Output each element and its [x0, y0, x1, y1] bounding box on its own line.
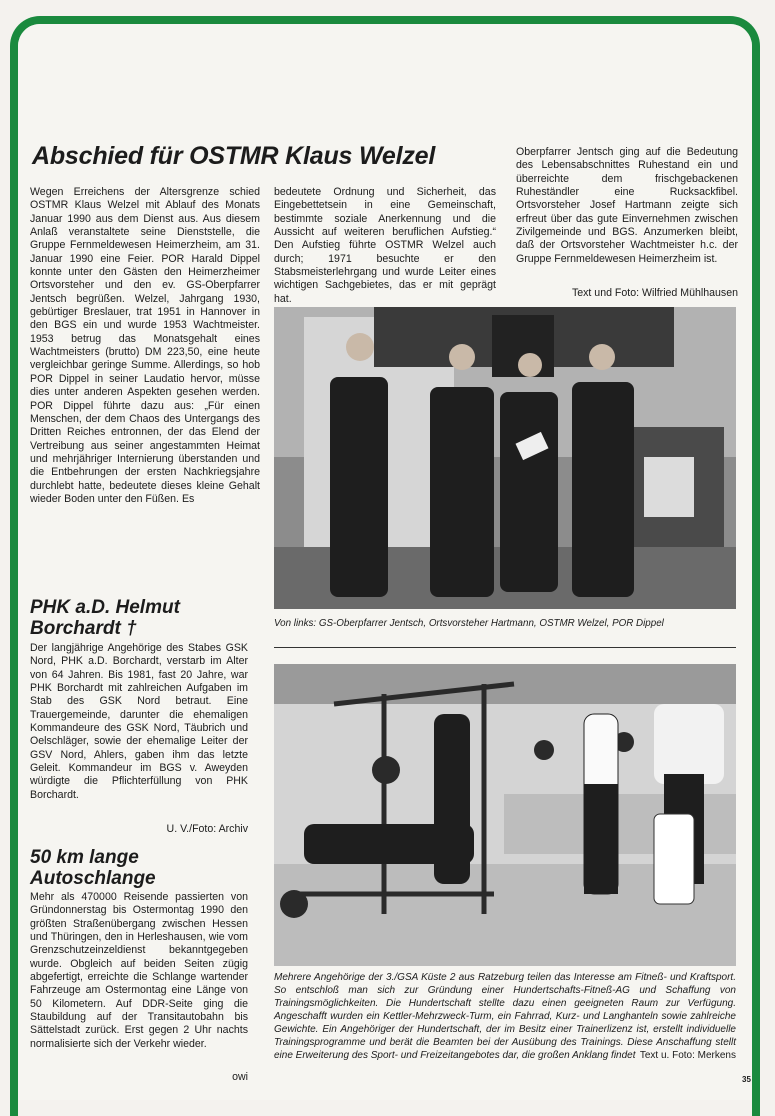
photo1-caption: Von links: GS-Oberpfarrer Jentsch, Ortsvorsteher Hartmann, OSTMR Welzel, POR Dippel	[274, 618, 664, 629]
photo-farewell-ceremony	[274, 307, 736, 609]
article1-credit: Text und Foto: Wilfried Mühlhausen	[571, 287, 738, 299]
article3-credit: owi	[232, 1071, 248, 1083]
article1-col2: bedeutete Ordnung und Sicherheit, das Eingebettetsein in eine Gemeinschaft, bestimmte soziale Anerkennung und die Aussicht auf weiteren beruflichen Aufstieg.“ Den Aufstieg führte OSTMR Welzel auch durch; 1971 besuchte er den Stabsmeisterlehrgang und wurde Leiter eines wichtigen Sachgebietes, das er mit geprägt hat.	[274, 186, 496, 305]
article1-title: Abschied für OSTMR Klaus Welzel	[32, 142, 436, 170]
photo2-caption	[274, 971, 736, 1062]
article2-credit: U. V./Foto: Archiv	[166, 823, 248, 835]
article1-col3: Oberpfarrer Jentsch ging auf die Bedeutung des Lebensabschnittes Ruhestand ein und überreichte dem frischgebackenen Ruheständler eine Rucksackfibel. Ortsvorsteher Josef Hartmann zeigte sich erfreut über das gute Einvernehmen zwischen Zivilgemeinde und BGS. Anzumerken bleibt, daß der Ortsvorsteher Wachtmeister h.c. der Gruppe Fernmeldewesen Heimerzheim ist.	[516, 146, 738, 265]
caption-divider	[274, 647, 736, 648]
article3-body: Mehr als 470000 Reisende passierten von Gründonnerstag bis Ostermontag 1990 den größten Straßenübergang zwischen Hessen und Thüringen, den in Herleshausen, wie vom Grenzschutzeinzeldienst bekanntgegeben wurde. Obgleich auf beiden Seiten zügig abgefertigt, erreichte die Schlange wartender Fahrzeuge am Ostermontag eine Länge von 50 Kilometern. Auf DDR-Seite ging die Staubildung auf der Transitautobahn bis Sättelstadt zurück. Erst gegen 2 Uhr nachts normalisierte sich der Verkehr wieder.	[30, 891, 248, 1050]
page-number: 35	[742, 1075, 751, 1084]
article2-title: PHK a.D. Helmut Borchardt †	[30, 597, 180, 639]
article1-col1: Wegen Erreichens der Altersgrenze schied OSTMR Klaus Welzel mit Ablauf des Monats Januar 1990 aus dem Dienst aus. Aus diesem Anlaß veranstaltete seine Dienststelle, die Gruppe Fernmeldewesen Heimerzheim, am 31. Januar 1990 eine Feier. POR Harald Dippel konnte unter den Gästen den Heimerzheimer Ortsvorsteher und den ev. GS-Oberpfarrer Jentsch begrüßen. Welzel, Jahrgang 1930, gebürtiger Breslauer, trat 1951 in Hannover in den BGS ein und wurde 1953 Wachtmeister. 1953 betrug das Monatsgehalt eines Wachtmeisters (brutto) DM 223,50, eine heute vergleichbar geringe Summe. Allerdings, so hob POR Dippel in seiner Laudatio hervor, müsse dies unter anderen Aspekten gesehen werden. POR Dippel führte dazu aus: „Für einen Menschen, der dem Chaos des Untergangs des Dritten Reiches entronnen, der das Elend der Vertreibung aus seiner angestammten Heimat und mehrjähriger Internierung überstanden und die Entbehrungen der ersten Nachkriegsjahre durchlebt hatte, bedeutete dieses kleine Gehalt wieder Boden unter den Füßen. Es	[30, 186, 260, 505]
article3-title: 50 km lange Autoschlange	[30, 847, 156, 889]
photo2-credit: Text u. Foto: Merkens	[639, 1050, 736, 1061]
photo-fitness-room	[274, 664, 736, 966]
article2-body: Der langjährige Angehörige des Stabes GSK Nord, PHK a.D. Borchardt, verstarb im Alter von 64 Jahren. Bis 1981, fast 20 Jahre, war PHK Borchardt mit zahlreichen Aufgaben im Stab des GSK Nord betraut. Eine Trauergemeinde, darunter die ehemaligen Kommandeure des GSK Nord, Täubrich und Oelschläger, sowie der ehemalige Leiter der GSV Nord, Ahlers, gaben ihm das letzte Geleit. Kommandeur im BGS v. Aweyden würdigte die Pflichterfüllung von PHK Borchardt.	[30, 642, 248, 801]
photo2-caption-text: Mehrere Angehörige der 3./GSA Küste 2 aus Ratzeburg teilen das Interesse am Fitneß- und Kraftsport. So entschloß man sich zur Gründung einer Hundertschafts-Fitneß-AG und Schaffung von Trainingsmöglichkeiten. Die Hundertschaft stellte dazu einen geeigneten Raum zur Verfügung. Angeschafft wurden ein Kettler-Mehrzweck-Turm, ein Fahrrad, Kurz- und Langhanteln sowie zahlreiche Gewichte. Ein Angehöriger der Hundertschaft, der im Besitz einer Trainerlizenz ist, erstellt individuelle Trainingsprogramme und berät die Beamten bei der Ausübung des Trainings. Diese Anschaffung stellt eine Erweiterung des Sport- und Freizeitangebotes dar, die großen Anklang findet	[274, 972, 736, 1061]
